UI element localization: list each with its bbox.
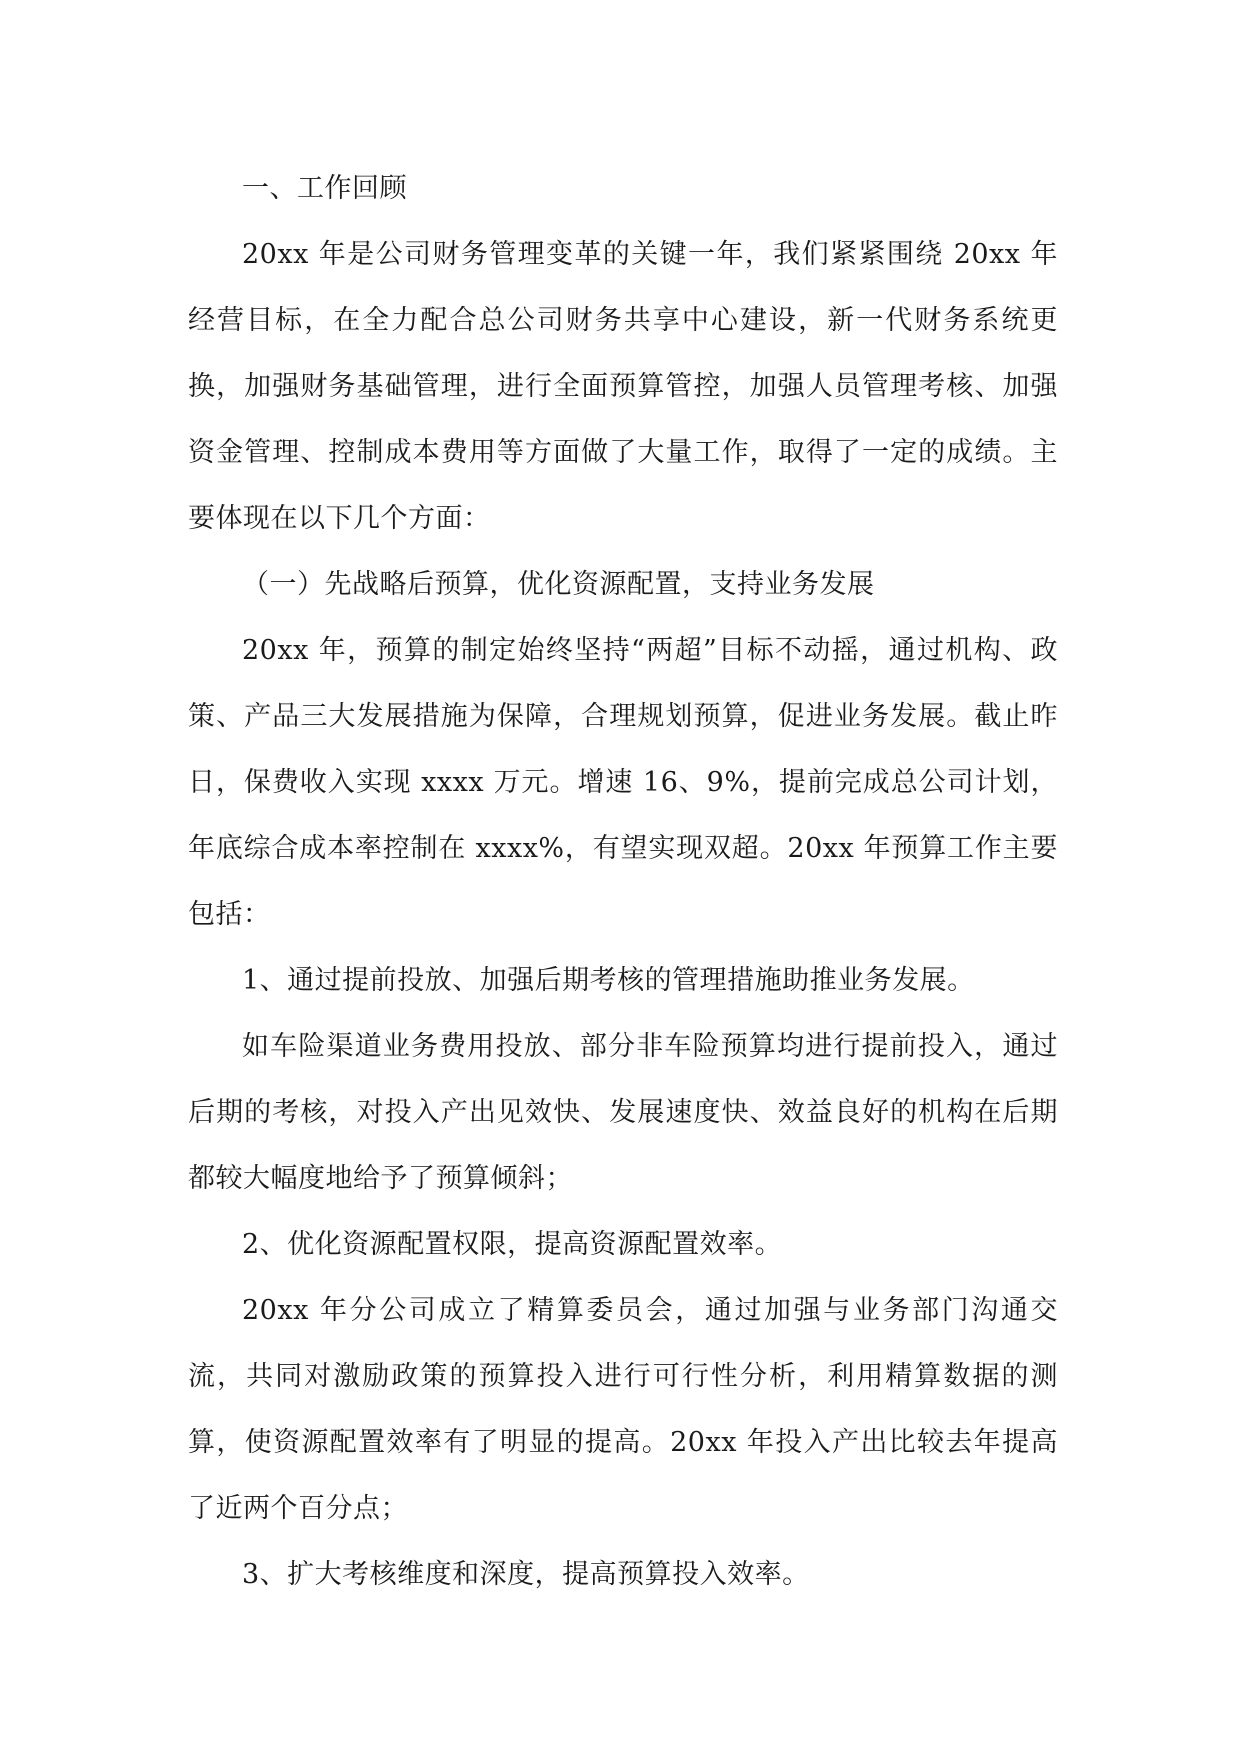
paragraph-budget-results: 20xx 年，预算的制定始终坚持“两超”目标不动摇，通过机构、政策、产品三大发展措施为保障，合理规划预算，促进业务发展。截止昨日，保费收入实现 xxxx 万元。增速 16、9%，提前完成总公司计划，年底综合成本率控制在 xxxx%，有望实现双超。20xx 年预算工作主要包括： [188, 635, 1058, 930]
paragraph-overview: 20xx 年是公司财务管理变革的关键一年，我们紧紧围绕 20xx 年经营目标，在全力配合总公司财务共享中心建设，新一代财务系统更换，加强财务基础管理，进行全面预算管控，加强人员管理考核、加强资金管理、控制成本费用等方面做了大量工作，取得了一定的成绩。主要体现在以下几个方面： [188, 239, 1058, 534]
document-body [188, 156, 1058, 1608]
item-heading-2: 2、优化资源配置权限，提高资源配置效率。 [242, 1229, 783, 1260]
section-heading-work-review: 一、工作回顾 [242, 173, 407, 204]
paragraph-item-1: 如车险渠道业务费用投放、部分非车险预算均进行提前投入，通过后期的考核，对投入产出见效快、发展速度快、效益良好的机构在后期都较大幅度地给予了预算倾斜； [188, 1031, 1058, 1194]
paragraph-item-2: 20xx 年分公司成立了精算委员会，通过加强与业务部门沟通交流，共同对激励政策的预算投入进行可行性分析，利用精算数据的测算，使资源配置效率有了明显的提高。20xx 年投入产出比较去年提高了近两个百分点； [188, 1295, 1058, 1524]
item-heading-3: 3、扩大考核维度和深度，提高预算投入效率。 [242, 1559, 810, 1590]
subsection-heading-strategy-budget: （一）先战略后预算，优化资源配置，支持业务发展 [242, 569, 875, 600]
item-heading-1: 1、通过提前投放、加强后期考核的管理措施助推业务发展。 [242, 965, 975, 996]
